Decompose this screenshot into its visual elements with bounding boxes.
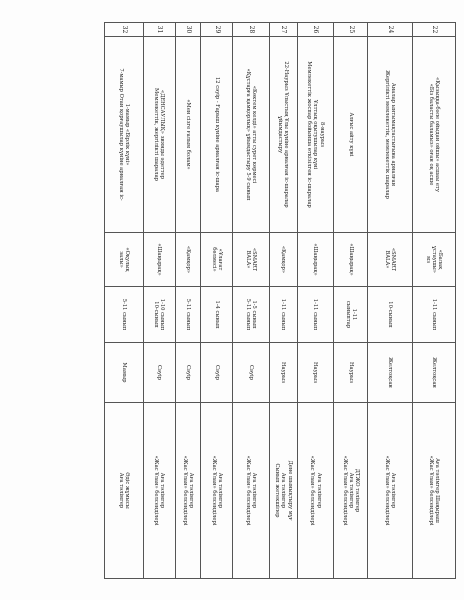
event-responsible: Аға тәлімгер «Жас Ұлан» белсенділері (201, 403, 233, 579)
event-month: Наурыз (297, 343, 333, 403)
event-month: Наурыз (334, 343, 368, 403)
event-participants: 5-11 сынып (175, 287, 201, 343)
event-participants: 1-11 сыныптар (334, 287, 368, 343)
row-number: 32 (105, 23, 144, 37)
event-name: «Қызыққа-бәле ойыдан ойшы» асшаы ету «Біз баласты баламыз» оған оқ асше (413, 37, 456, 233)
event-month: Мамыр (105, 343, 144, 403)
table-row (269, 23, 297, 579)
rotated-plan-table (104, 22, 456, 578)
row-number: 24 (368, 23, 413, 37)
event-place: «SMART BALA» (368, 233, 413, 287)
event-responsible: ДТЖО тәлімгер Аға тәлімгер «Жас Ұлан» белсенділері (334, 403, 368, 579)
event-participants: 1-10 сынып 10-сынып (143, 287, 175, 343)
event-place: «Қамқор» (175, 233, 201, 287)
event-responsible: Аға тәлімгер «Жас Ұлан» белсенділері (175, 403, 201, 579)
event-name: 8-наурыз Ұлттық оқытушылар күні Мемлекеттік жоспар бойынша өткізілген іс-шаралар (297, 37, 333, 233)
table-row (233, 23, 269, 579)
event-month: Желтоқсан (368, 343, 413, 403)
table-row (413, 23, 456, 579)
event-name: 1-мамыр «Бірлік күні» 7-мамыр Отан қорғаушылар күніне арналған іс- (105, 37, 144, 233)
event-place: «Шаңырақ» (143, 233, 175, 287)
row-number: 25 (334, 23, 368, 37)
event-participants: 1-5 сынып 5-11 сынып (233, 287, 269, 343)
event-month: Сәуір (201, 343, 233, 403)
row-number: 27 (269, 23, 297, 37)
table-row (297, 23, 333, 579)
event-month: Сәуір (143, 343, 175, 403)
event-responsible: Әдіс жұмысы Аға тәлімгер (105, 403, 144, 579)
table-row (334, 23, 368, 579)
event-place: «SMART BALA» (233, 233, 269, 287)
event-participants: 1-11 сынып (269, 287, 297, 343)
event-participants: 1-11 сынып (297, 287, 333, 343)
event-name: Аналар ынтымақтастығына арналған Жергілікті мемлекеттік, мемлекеттік шаралар (368, 37, 413, 233)
event-participants: 1-4 сынып (201, 287, 233, 343)
event-place: «Оқулық залы» (105, 233, 144, 287)
event-place: «Ұлағат бөлмесі» (201, 233, 233, 287)
event-month: Наурыз (269, 343, 297, 403)
event-responsible: Дене шынықтыру мұғ Аға тәлімгер Сынып жетекшілер (269, 403, 297, 579)
row-number: 22 (413, 23, 456, 37)
table-row (201, 23, 233, 579)
event-responsible: Аға тәлімгер «Жас Ұлан» белсенділері (143, 403, 175, 579)
event-name: 22-Наурыз Ұлыстың Ұлы күніне арналған іс-шаралар ұйымдастыру (269, 37, 297, 233)
event-name: 12 сәуір - Ғарыш күніне арналған іс-шара (201, 37, 233, 233)
row-number: 30 (175, 23, 201, 37)
event-month: Сәуір (175, 343, 201, 403)
event-place: «Балақ ұстаушы» мз (413, 233, 456, 287)
row-number: 31 (143, 23, 175, 37)
event-name: Алғыс айту күні (334, 37, 368, 233)
event-name: «Мен сізге ғалым болам» (175, 37, 201, 233)
event-month: Сәуір (233, 343, 269, 403)
event-place: «Қамқор» (269, 233, 297, 287)
event-place: «Шаңырақ» (297, 233, 333, 287)
event-place: «Шаңырақ» (334, 233, 368, 287)
event-participants: 1-11 сынып (413, 287, 456, 343)
row-number: 29 (201, 23, 233, 37)
table-row (368, 23, 413, 579)
row-number: 26 (297, 23, 333, 37)
event-responsible: Аға тәлімгер Шаңыраш «Жас Ұлан» белсенділері (413, 403, 456, 579)
event-responsible: Аға тәлімгер «Жас Ұлан» белсенділері (233, 403, 269, 579)
table-row (143, 23, 175, 579)
events-table (104, 22, 456, 579)
event-name: «Көктем келді» атты сурет көрмесі «Құстарға қамқорлық» ұйымдастыру 5-9 сынып (233, 37, 269, 233)
event-responsible: Аға тәлімгер «Жас Ұлан» белсенділері (297, 403, 333, 579)
event-participants: 5-11 сынып (105, 287, 144, 343)
table-row (175, 23, 201, 579)
event-month: Желтоқсан (413, 343, 456, 403)
event-participants: 10-сынып (368, 287, 413, 343)
row-number: 28 (233, 23, 269, 37)
event-responsible: Аға тәлімгер «Жас Ұлан» белсенділері (368, 403, 413, 579)
event-name: «ДЕНСАУЛЫҚ» зиянды әдеттер Мемлекеттік, жергілікті шаралар (143, 37, 175, 233)
table-row (105, 23, 144, 579)
